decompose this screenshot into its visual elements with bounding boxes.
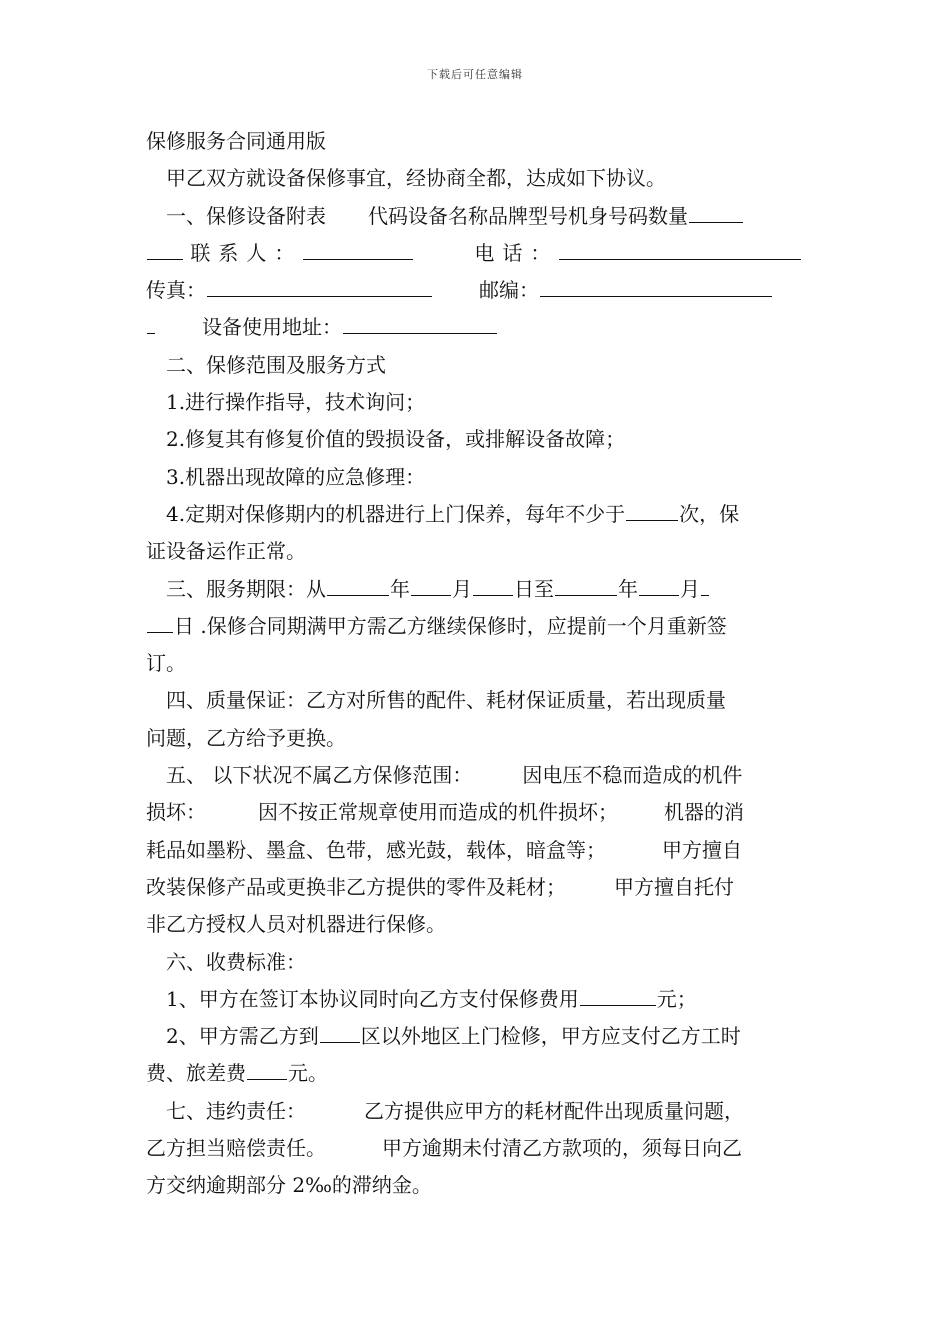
travel-fee-blank (247, 1078, 287, 1080)
fee-unit: 元； (656, 986, 697, 1011)
section-6-item-1 (146, 981, 806, 1018)
phone-blank (559, 258, 801, 260)
section-2-item-4-cont: 证设备运作正常。 (146, 539, 306, 564)
section-7-line (146, 1093, 806, 1130)
section-5-item-2: 因不按正常规章使用而造成的机件损坏； (258, 800, 618, 825)
section-7-line-2 (146, 1130, 806, 1167)
section-7-line-3: 方交纳逾期部分 2‰的滞纳金。 (146, 1173, 432, 1198)
end-month-blank (639, 594, 679, 596)
item-4-text-end: 次，保 (679, 501, 740, 526)
section-3-line-3: 订。 (146, 651, 186, 676)
start-year-blank (327, 594, 389, 596)
section-5-item-3: 机器的消 (664, 800, 744, 825)
travel-fee-text: 费、旅差费 (146, 1061, 246, 1086)
contract-title: 保修服务合同通用版 (146, 129, 326, 153)
section-6-item-2-cont (146, 1055, 806, 1092)
intro-paragraph (146, 160, 806, 197)
section-5-heading: 五、 以下状况不属乙方保修范围： (166, 763, 473, 788)
end-day-blank (701, 594, 709, 596)
section-3-line (146, 571, 806, 608)
area-blank (320, 1041, 360, 1043)
zip-label: 邮编： (479, 278, 539, 303)
section-2-item-3: 3.机器出现故障的应急修理： (166, 464, 426, 489)
section-5-line-3 (146, 832, 806, 869)
address-blank (343, 332, 497, 334)
section-2-heading: 二、保修范围及服务方式 (166, 352, 386, 377)
address-line (146, 309, 806, 346)
section-4-line: 四、质量保证：乙方对所售的配件、耗材保证质量，若出现质量 (166, 688, 726, 713)
section-4-line-2: 问题，乙方给予更换。 (146, 725, 346, 750)
travel-fee-unit: 元。 (288, 1061, 328, 1086)
fee-blank (580, 1004, 656, 1006)
section-7-item-1-end: 乙方担当赔偿责任。 (146, 1136, 326, 1161)
section-1-line (146, 198, 806, 235)
zip-blank-cont (147, 332, 155, 334)
section-7-item-1: 乙方提供应甲方的耗材配件出现质量问题， (364, 1098, 744, 1123)
year-label-2: 年 (618, 576, 638, 601)
area-text-end: 区以外地区上门检修，甲方应支付乙方工时 (360, 1024, 741, 1049)
contact-phone-line (146, 235, 806, 272)
phone-label: 电话： (474, 240, 559, 265)
section-3-heading: 三、服务期限：从 (166, 576, 326, 601)
end-year-blank (555, 594, 617, 596)
fax-label: 传真： (146, 278, 206, 303)
contact-label: 联系人： (190, 240, 303, 265)
day-to-label: 日至 (514, 576, 554, 601)
equipment-table-header: 代码设备名称品牌型号机身号码数量 (368, 203, 688, 228)
section-7-item-2: 甲方逾期未付清乙方款项的，须每日向乙 (382, 1136, 742, 1161)
section-5-line-2 (146, 794, 806, 831)
section-7-heading: 七、违约责任： (166, 1098, 306, 1123)
section-5-line (146, 757, 806, 794)
fee-text: 1、甲方在签订本协议同时向乙方支付保修费用 (166, 986, 579, 1011)
section-5-item-4-end: 改装保修产品或更换非乙方提供的零件及耗材； (146, 874, 566, 899)
address-label: 设备使用地址： (202, 315, 342, 340)
section-1-heading: 一、保修设备附表 (166, 203, 326, 228)
section-3-line-2 (146, 608, 806, 645)
section-5-line-5: 非乙方授权人员对机器进行保修。 (146, 912, 446, 937)
area-text: 2、甲方需乙方到 (166, 1024, 319, 1049)
times-blank (626, 519, 678, 521)
section-2-item-1: 1.进行操作指导，技术询问； (166, 390, 426, 415)
section-5-item-5: 甲方擅自托付 (614, 874, 734, 899)
section-6-item-2 (146, 1018, 806, 1055)
quantity-blank-cont (147, 258, 183, 260)
item-4-text: 4.定期对保修期内的机器进行上门保养，每年不少于 (166, 501, 626, 526)
section-2-item-2: 2.修复其有修复价值的毁损设备，或排解设备故障； (166, 427, 626, 452)
section-2-item-4 (146, 496, 806, 533)
zip-blank (540, 295, 772, 297)
fax-zip-line (146, 272, 806, 309)
section-6-heading: 六、收费标准： (166, 949, 306, 974)
section-5-item-4: 甲方擅自 (662, 837, 742, 862)
section-5-item-3-end: 耗品如墨粉、墨盒、色带，感光鼓，载体，暗盒等； (146, 837, 606, 862)
section-3-text: 日 .保修合同期满甲方需乙方继续保修时，应提前一个月重新签 (174, 613, 727, 638)
section-5-line-4 (146, 869, 806, 906)
section-5-item-1: 因电压不稳而造成的机件 (522, 763, 743, 788)
contract-body (146, 123, 806, 1205)
start-day-blank (473, 594, 513, 596)
contact-blank (303, 258, 413, 260)
month-label-2: 月 (680, 576, 700, 601)
page-header: 下载后可任意编辑 (427, 68, 523, 81)
section-5-item-1-end: 损坏： (146, 800, 206, 825)
month-label: 月 (452, 576, 472, 601)
start-month-blank (411, 594, 451, 596)
end-day-blank-cont (147, 631, 173, 633)
year-label: 年 (390, 576, 410, 601)
intro-text: 甲乙双方就设备保修事宜，经协商全都，达成如下协议。 (166, 166, 666, 191)
fax-blank (207, 295, 432, 297)
quantity-blank (689, 221, 743, 223)
